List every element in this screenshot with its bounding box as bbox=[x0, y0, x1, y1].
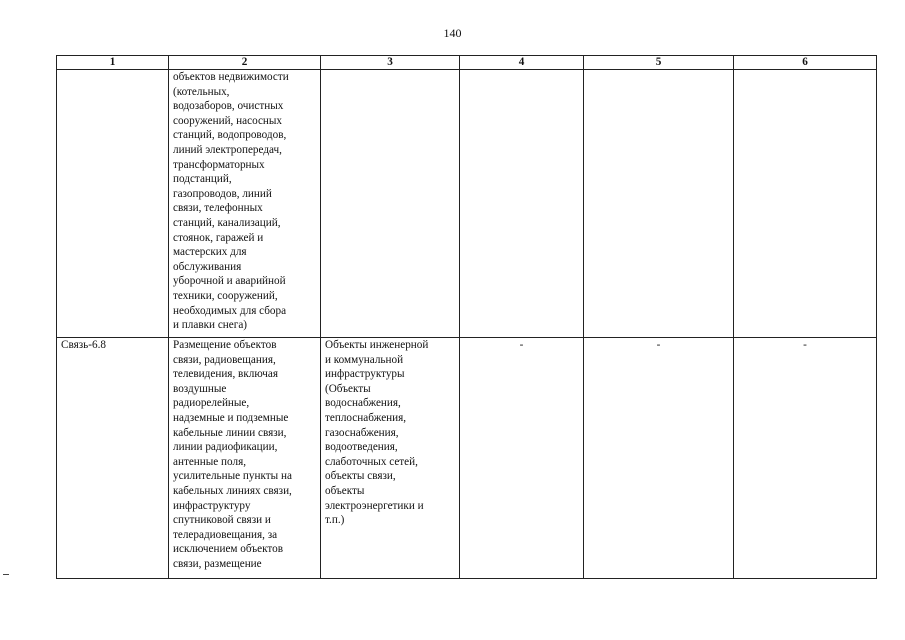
table-header-row bbox=[57, 56, 877, 70]
table-cell bbox=[584, 70, 734, 338]
column-header-1: 1 bbox=[57, 56, 169, 70]
table-cell: Объекты инженерной и коммунальной инфраструктуры (Объекты водоснабжения, теплоснабжения, газоснабжения, водоотведения, слаботочных сетей, объекты связи, объекты электроэнергетики и т.п.) bbox=[321, 338, 460, 579]
table-cell bbox=[734, 70, 877, 338]
table-cell: Связь-6.8 bbox=[57, 338, 169, 579]
table-cell: - bbox=[584, 338, 734, 579]
document-table bbox=[56, 55, 877, 579]
table-cell: - bbox=[734, 338, 877, 579]
scan-edge-mark bbox=[3, 574, 9, 575]
table-cell: Размещение объектов связи, радиовещания, телевидения, включая воздушные радиорелейные, надземные и подземные кабельные линии связи, линии радиофикации, антенные поля, усилительные пункты на кабельных линиях связи, инфраструктуру спутниковой связи и телерадиовещания, за исключением объектов связи, размещение bbox=[169, 338, 321, 579]
table-cell bbox=[57, 70, 169, 338]
column-header-5: 5 bbox=[584, 56, 734, 70]
table-cell: объектов недвижимости (котельных, водозаборов, очистных сооружений, насосных станций, водопроводов, линий электропередач, трансформаторных подстанций, газопроводов, линий связи, телефонных станций, канализаций, стоянок, гаражей и мастерских для обслуживания уборочной и аварийной техники, сооружений, необходимых для сбора и плавки снега) bbox=[169, 70, 321, 338]
table-row bbox=[57, 70, 877, 338]
table-cell: - bbox=[460, 338, 584, 579]
column-header-4: 4 bbox=[460, 56, 584, 70]
table-cell bbox=[460, 70, 584, 338]
table-cell bbox=[321, 70, 460, 338]
column-header-6: 6 bbox=[734, 56, 877, 70]
page-number: 140 bbox=[443, 26, 462, 40]
column-header-3: 3 bbox=[321, 56, 460, 70]
table-row bbox=[57, 338, 877, 579]
column-header-2: 2 bbox=[169, 56, 321, 70]
